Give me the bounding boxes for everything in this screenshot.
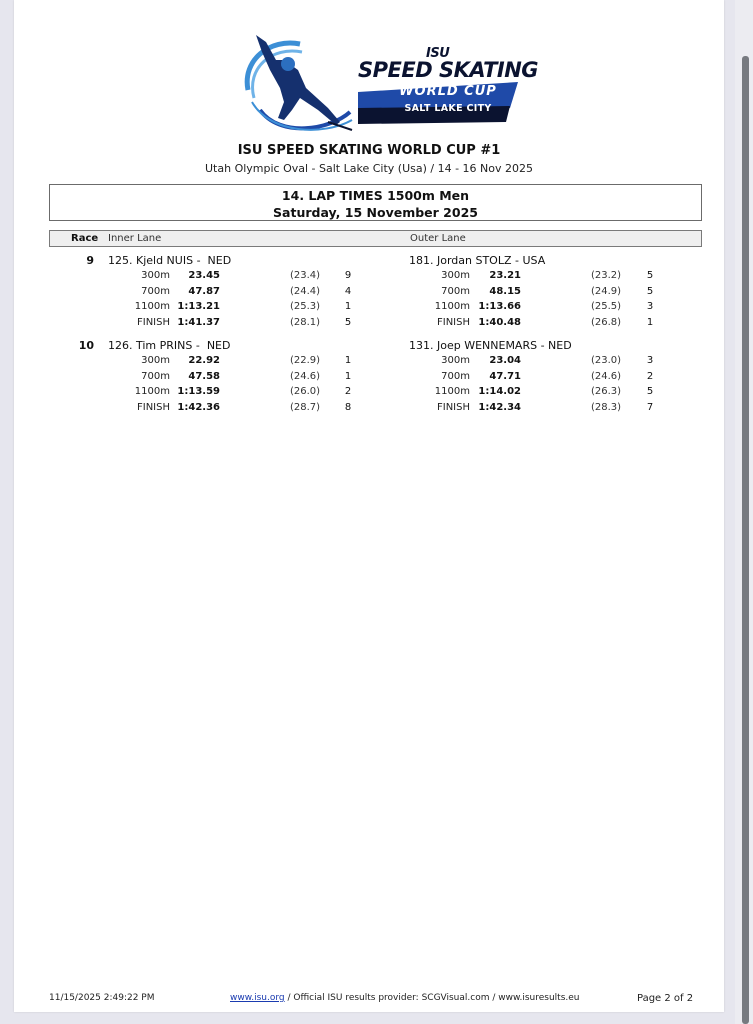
- column-header: [49, 230, 702, 247]
- outer-lane-skater: 131. Joep WENNEMARS - NED: [409, 339, 572, 352]
- lap-split: (28.3): [590, 401, 622, 413]
- report-date: Saturday, 15 November 2025: [273, 205, 478, 220]
- lap-split: (23.2): [590, 270, 622, 281]
- lap-time: 47.87: [188, 285, 220, 297]
- lap-split: (26.0): [289, 386, 321, 397]
- lap-time: 1:13.21: [177, 301, 220, 312]
- lap-split: (25.5): [590, 301, 622, 312]
- inner-lane-skater: 125. Kjeld NUIS - NED: [108, 254, 232, 267]
- race-number: 10: [78, 339, 94, 352]
- footer-provider: / Official ISU results provider: SCGVisual.com / www.isuresults.eu: [284, 993, 580, 1003]
- lap-distance: 300m: [141, 270, 170, 281]
- lap-rank: 9: [344, 270, 352, 281]
- lap-distance: FINISH: [437, 401, 470, 413]
- lap-time: 47.71: [489, 370, 521, 382]
- lap-rank: 1: [344, 370, 352, 382]
- lap-split: (26.8): [590, 316, 622, 328]
- inner-lane-skater: 126. Tim PRINS - NED: [108, 339, 231, 352]
- event-title: ISU SPEED SKATING WORLD CUP #1: [237, 143, 501, 158]
- lap-distance: 300m: [141, 355, 170, 366]
- logo-brand-text: SPEED SKATING: [358, 58, 539, 82]
- logo-city-text: SALT LAKE CITY: [404, 103, 492, 114]
- footer-credits: [230, 993, 580, 1003]
- lap-rank: 1: [344, 301, 352, 312]
- lap-time: 48.15: [489, 285, 521, 297]
- lap-split: (24.6): [590, 370, 622, 382]
- lap-split: (23.4): [289, 270, 321, 281]
- lap-rank: 5: [646, 386, 654, 397]
- page-number: Page 2 of 2: [637, 993, 694, 1004]
- logo-isu-text: ISU: [426, 46, 450, 61]
- outer-lane-skater: 181. Jordan STOLZ - USA: [409, 254, 546, 267]
- lap-split: (22.9): [289, 355, 321, 366]
- scrollbar-thumb[interactable]: [742, 56, 749, 1024]
- lap-distance: 300m: [441, 270, 470, 281]
- lap-time: 1:40.48: [478, 316, 521, 328]
- lap-time: 23.04: [489, 355, 521, 366]
- lap-split: (28.1): [289, 316, 321, 328]
- report-title: 14. LAP TIMES 1500m Men: [281, 188, 470, 203]
- lap-time: 23.21: [489, 270, 521, 281]
- lap-time: 1:13.59: [177, 386, 220, 397]
- lap-time: 47.58: [188, 370, 220, 382]
- lap-distance: FINISH: [137, 316, 170, 328]
- lap-distance: 1100m: [434, 301, 470, 312]
- lap-time: 22.92: [188, 355, 220, 366]
- race-number: 9: [86, 254, 94, 267]
- lap-time: 1:42.34: [478, 401, 521, 413]
- lap-distance: FINISH: [437, 316, 470, 328]
- footer-timestamp: 11/15/2025 2:49:22 PM: [49, 993, 155, 1003]
- lap-rank: 8: [344, 401, 352, 413]
- event-logo: [240, 30, 539, 135]
- lap-rank: 1: [646, 316, 654, 328]
- lap-distance: 1100m: [134, 301, 170, 312]
- lap-rank: 3: [646, 301, 654, 312]
- lap-distance: 1100m: [134, 386, 170, 397]
- lap-rank: 1: [344, 355, 352, 366]
- lap-time: 23.45: [188, 270, 220, 281]
- lap-distance: 700m: [141, 285, 170, 297]
- column-race: Race: [71, 233, 99, 244]
- lap-split: (26.3): [590, 386, 622, 397]
- column-outer-lane: Outer Lane: [410, 233, 466, 244]
- lap-rank: 5: [344, 316, 352, 328]
- lap-time: 1:14.02: [478, 386, 521, 397]
- lap-split: (25.3): [289, 301, 321, 312]
- lap-split: (23.0): [590, 355, 622, 366]
- lap-time: 1:13.66: [478, 301, 521, 312]
- lap-split: (24.9): [590, 285, 622, 297]
- report-title-box: [49, 184, 702, 221]
- lap-distance: 1100m: [434, 386, 470, 397]
- isu-link[interactable]: www.isu.org: [230, 993, 285, 1003]
- lap-distance: FINISH: [137, 401, 170, 413]
- column-inner-lane: Inner Lane: [108, 233, 162, 244]
- lap-split: (24.4): [289, 285, 321, 297]
- skater-logo-icon: [240, 30, 530, 135]
- logo-banner-text: WORLD CUP: [399, 84, 497, 99]
- lap-time: 1:41.37: [177, 316, 220, 328]
- lap-rank: 4: [344, 285, 352, 297]
- lap-distance: 700m: [441, 370, 470, 382]
- lap-rank: 3: [646, 355, 654, 366]
- lap-rank: 5: [646, 285, 654, 297]
- lap-time: 1:42.36: [177, 401, 220, 413]
- event-subtitle: Utah Olympic Oval - Salt Lake City (Usa) / 14 - 16 Nov 2025: [205, 162, 533, 175]
- lap-rank: 7: [646, 401, 654, 413]
- lap-rank: 5: [646, 270, 654, 281]
- lap-split: (24.6): [289, 370, 321, 382]
- lap-distance: 700m: [441, 285, 470, 297]
- lap-distance: 700m: [141, 370, 170, 382]
- lap-rank: 2: [344, 386, 352, 397]
- lap-rank: 2: [646, 370, 654, 382]
- lap-distance: 300m: [441, 355, 470, 366]
- lap-split: (28.7): [289, 401, 321, 413]
